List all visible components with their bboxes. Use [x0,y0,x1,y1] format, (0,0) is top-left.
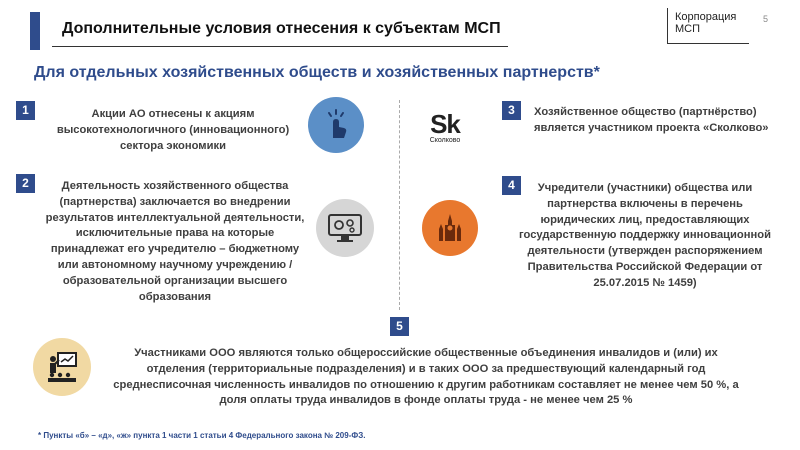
item-1-text: Акции АО отнесены к акциям высокотехнологичного (инновационного) сектора экономики [56,108,290,152]
item-4-badge: 4 [502,176,521,195]
presenter-icon [33,338,91,396]
logo-line-1: Корпорация [675,11,737,23]
header-divider [52,46,508,47]
logo-line-2: МСП [675,23,701,35]
item-4-text: Учредители (участники) общества или партнерства включены в перечень юридических лиц, предоставляющих государственную поддержку инновационной деятельности (утвержден распоряжением Правительства Российской Федерации от 25.07.2015 № 1459) [519,182,771,289]
skolkovo-logo-caption: Сколково [429,136,461,144]
skolkovo-logo-mark: Sk [430,108,460,139]
monitor-gears-icon [316,199,374,257]
column-divider [399,100,400,310]
touch-hand-icon [308,97,364,153]
item-5-badge: 5 [390,317,409,336]
section-subtitle: Для отдельных хозяйственных обществ и хозяйственных партнерств* [34,64,600,81]
item-3-badge: 3 [502,101,521,120]
corporation-logo [667,8,749,44]
item-1-badge: 1 [16,101,35,120]
header-accent-bar [30,12,40,50]
skolkovo-logo [416,98,474,156]
kremlin-icon [422,200,478,256]
item-5-text: Участниками ООО являются только общероссийские общественные объединения инвалидов и (или) их отделения (территориальные подразделения) и в таких ООО за предшествующий календарный год среднесписочная численность инвалидов по отношению к другим работникам составляет не менее чем 50 %, а доля оплаты труда инвалидов в фонде оплаты труда - не менее чем 25 % [113,347,739,407]
footnote: * Пункты «б» – «д», «ж» пункта 1 части 1 статьи 4 Федерального закона № 209-ФЗ. [38,431,366,440]
page-title: Дополнительные условия отнесения к субъектам МСП [62,20,501,37]
item-3-text: Хозяйственное общество (партнёрство) является участником проекта «Сколково» [534,106,769,134]
item-2-text: Деятельность хозяйственного общества (партнерства) заключается во внедрении результатов интеллектуальной деятельности, исключительные права на которые принадлежат его учредителю – бюджетному или автономному научному учреждению / образовательной организации высшего образования [45,180,305,303]
page-number: 5 [763,14,769,24]
item-2-badge: 2 [16,174,35,193]
